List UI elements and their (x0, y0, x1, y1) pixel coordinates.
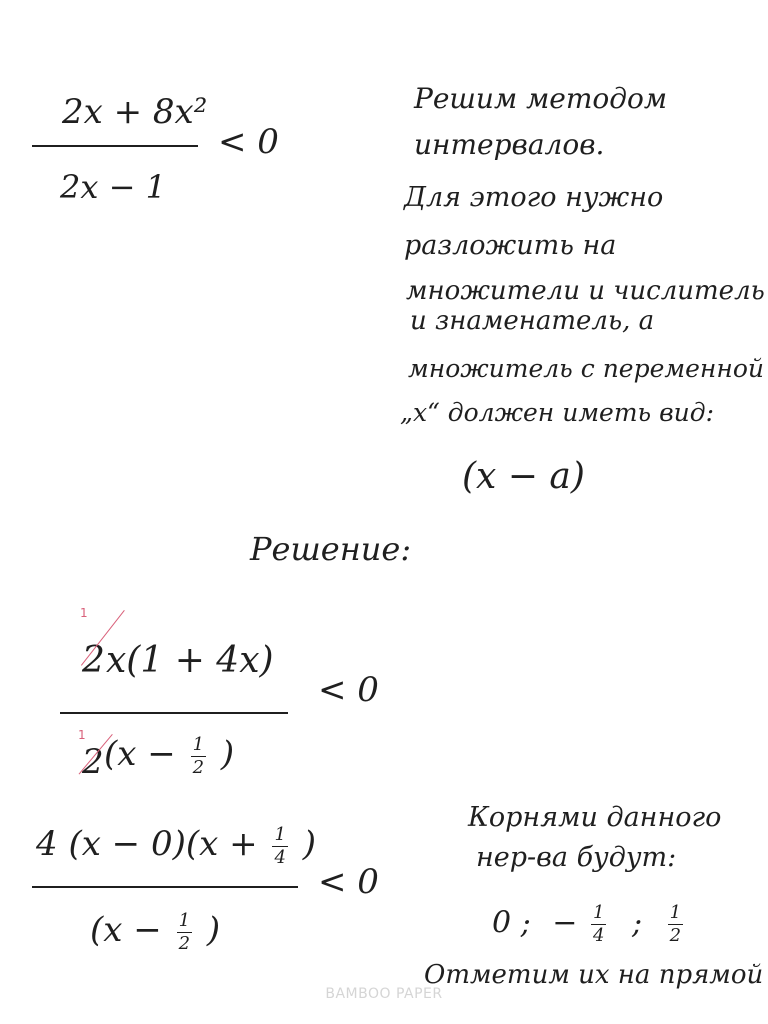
problem-relation: < 0 (218, 122, 279, 162)
step2-den-open: (x − (90, 910, 162, 950)
problem-numerator: 2x + 8x² (62, 92, 208, 132)
note-line-4: разложить на (404, 230, 617, 261)
root-sep-1: ; (520, 905, 531, 941)
root-half-d: 2 (669, 925, 682, 946)
note-line-7: множитель с переменной (408, 354, 764, 383)
problem-denominator: 2x − 1 (60, 168, 166, 206)
step1-den-half (191, 733, 206, 778)
step1-den-coef: 2 (82, 742, 104, 782)
step2-den-close: ) (206, 910, 221, 950)
step2-num-quarter-n: 1 (274, 823, 286, 845)
note-line-5: множители и числитель (406, 276, 765, 306)
step1-fraction-bar (60, 712, 288, 714)
cancel-mark-bottom: 1 (78, 728, 86, 742)
step2-numerator (36, 824, 316, 867)
roots-caption-1: Корнями данного (468, 802, 722, 833)
note-line-6: и знаменатель, а (410, 306, 655, 336)
root-sep-2: ; (631, 905, 643, 941)
step2-den-half-n: 1 (178, 909, 191, 931)
note-form: (x − a) (462, 456, 585, 497)
step2-num-quarter (272, 823, 287, 868)
root-neg-quarter-n: 1 (592, 902, 605, 923)
cancel-mark-top: 1 (80, 606, 88, 620)
step2-den-half (177, 909, 192, 954)
root-half (668, 904, 683, 945)
step2-num-a: 4 (x − 0)(x + (36, 824, 258, 864)
step1-den-close: ) (220, 734, 235, 774)
note-line-2: интервалов. (414, 128, 605, 161)
root-neg-quarter-d: 4 (592, 925, 605, 946)
step1-num-coef: 2 (82, 640, 105, 681)
step2-num-quarter-d: 4 (274, 846, 286, 868)
step1-den-half-n: 1 (192, 733, 205, 755)
step1-num-rest: x(1 + 4x) (106, 640, 274, 681)
solution-heading: Решение: (250, 530, 412, 568)
root-neg-sign: − (552, 905, 578, 941)
root-neg-quarter (591, 904, 606, 945)
note-line-3: Для этого нужно (404, 182, 664, 213)
roots-final-note: Отметим их на прямой (424, 960, 764, 990)
step1-den-open: (x − (104, 734, 176, 774)
step1-den-half-d: 2 (192, 756, 205, 778)
app-watermark: BAMBOO PAPER (325, 986, 443, 1002)
note-line-8: „x“ должен иметь вид: (400, 398, 715, 427)
roots-caption-2: нер-ва будут: (476, 842, 677, 873)
step2-fraction-bar (32, 886, 298, 888)
problem-fraction-bar (32, 145, 198, 147)
step2-relation: < 0 (318, 862, 379, 902)
step2-denominator (90, 910, 220, 953)
note-line-1: Решим методом (414, 82, 668, 115)
step1-den-rest (104, 734, 234, 777)
step1-relation: < 0 (318, 670, 379, 710)
root-zero: 0 (492, 905, 512, 941)
step2-den-half-d: 2 (178, 932, 191, 954)
root-half-n: 1 (669, 902, 682, 923)
roots-values (492, 904, 687, 945)
step2-num-close: ) (302, 824, 316, 864)
